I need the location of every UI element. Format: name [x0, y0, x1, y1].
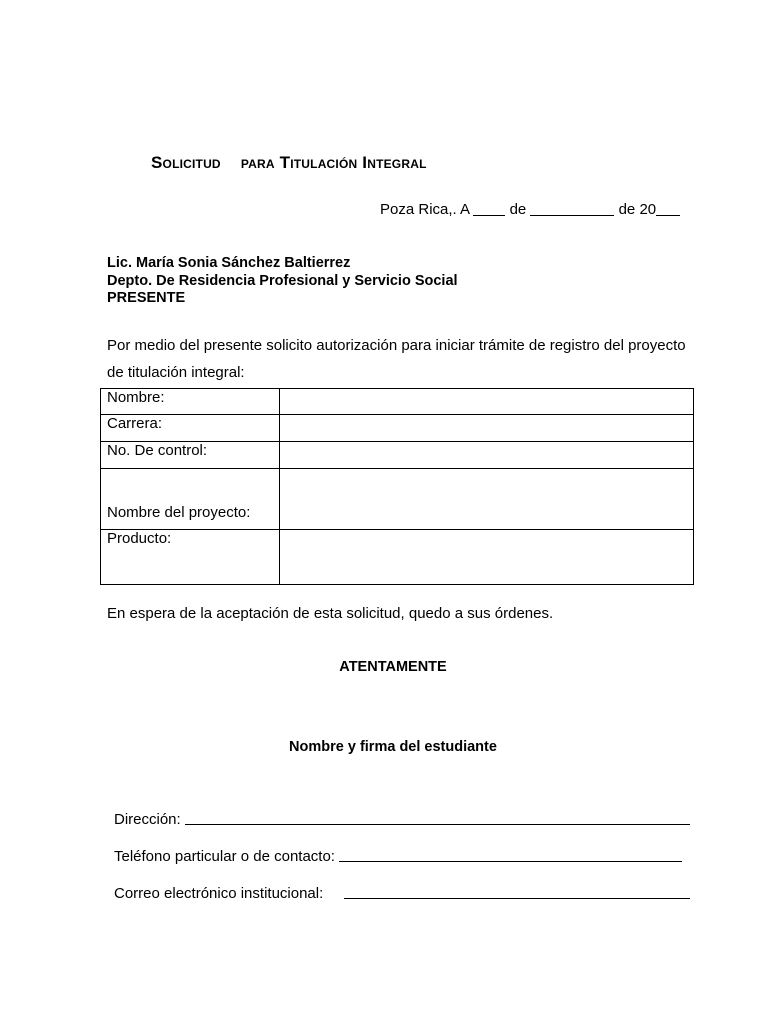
carrera-value-cell[interactable] [280, 415, 694, 442]
table-row [101, 530, 694, 585]
project-name-value-cell[interactable] [280, 469, 694, 530]
table-row [101, 469, 694, 530]
addressee-name: Lic. María Sonia Sánchez Baltierrez [107, 255, 351, 271]
direccion-label: Dirección: [114, 811, 181, 828]
direccion-blank-line[interactable] [185, 823, 690, 825]
signature-label: Nombre y firma del estudiante [289, 739, 497, 755]
title-part-1: Solicitud [151, 153, 221, 172]
intro-paragraph: Por medio del presente solicito autorización para iniciar trámite de registro del proyecto de titulación integral: [107, 337, 686, 381]
row-label: Nombre: [101, 389, 280, 415]
date-line [380, 201, 680, 218]
date-de-2: de 20 [618, 201, 657, 218]
title-part-2: para Titulación Integral [240, 153, 427, 172]
product-value-cell[interactable] [280, 530, 694, 585]
telefono-label: Teléfono particular o de contacto: [114, 848, 335, 865]
table-row [101, 442, 694, 469]
addressee-block [107, 255, 458, 308]
closing-sentence: En espera de la aceptación de esta solicitud, quedo a sus órdenes. [107, 605, 554, 622]
row-label: Producto: [101, 530, 280, 585]
addressee-department: Depto. De Residencia Profesional y Servicio Social [107, 272, 458, 289]
direccion-field [114, 811, 690, 828]
control-number-value-cell[interactable] [280, 442, 694, 469]
correo-label: Correo electrónico institucional: [114, 885, 324, 902]
correo-field [114, 885, 690, 902]
table-row [101, 415, 694, 442]
date-prefix: Poza Rica,. A [380, 201, 470, 218]
row-label: No. De control: [101, 442, 280, 469]
month-blank[interactable] [530, 201, 614, 216]
row-label: Carrera: [101, 415, 280, 442]
nombre-value-cell[interactable] [280, 389, 694, 415]
date-de-1: de [509, 201, 527, 218]
row-label: Nombre del proyecto: [101, 469, 280, 530]
telefono-blank-line[interactable] [339, 860, 682, 862]
document-title [151, 153, 427, 173]
telefono-field [114, 848, 690, 865]
correo-blank-line[interactable] [344, 897, 690, 899]
student-data-table [100, 388, 694, 585]
addressee-present: PRESENTE [107, 290, 186, 306]
atentamente-heading: ATENTAMENTE [339, 659, 447, 675]
year-blank[interactable] [656, 201, 680, 216]
day-blank[interactable] [473, 201, 505, 216]
table-row [101, 389, 694, 415]
